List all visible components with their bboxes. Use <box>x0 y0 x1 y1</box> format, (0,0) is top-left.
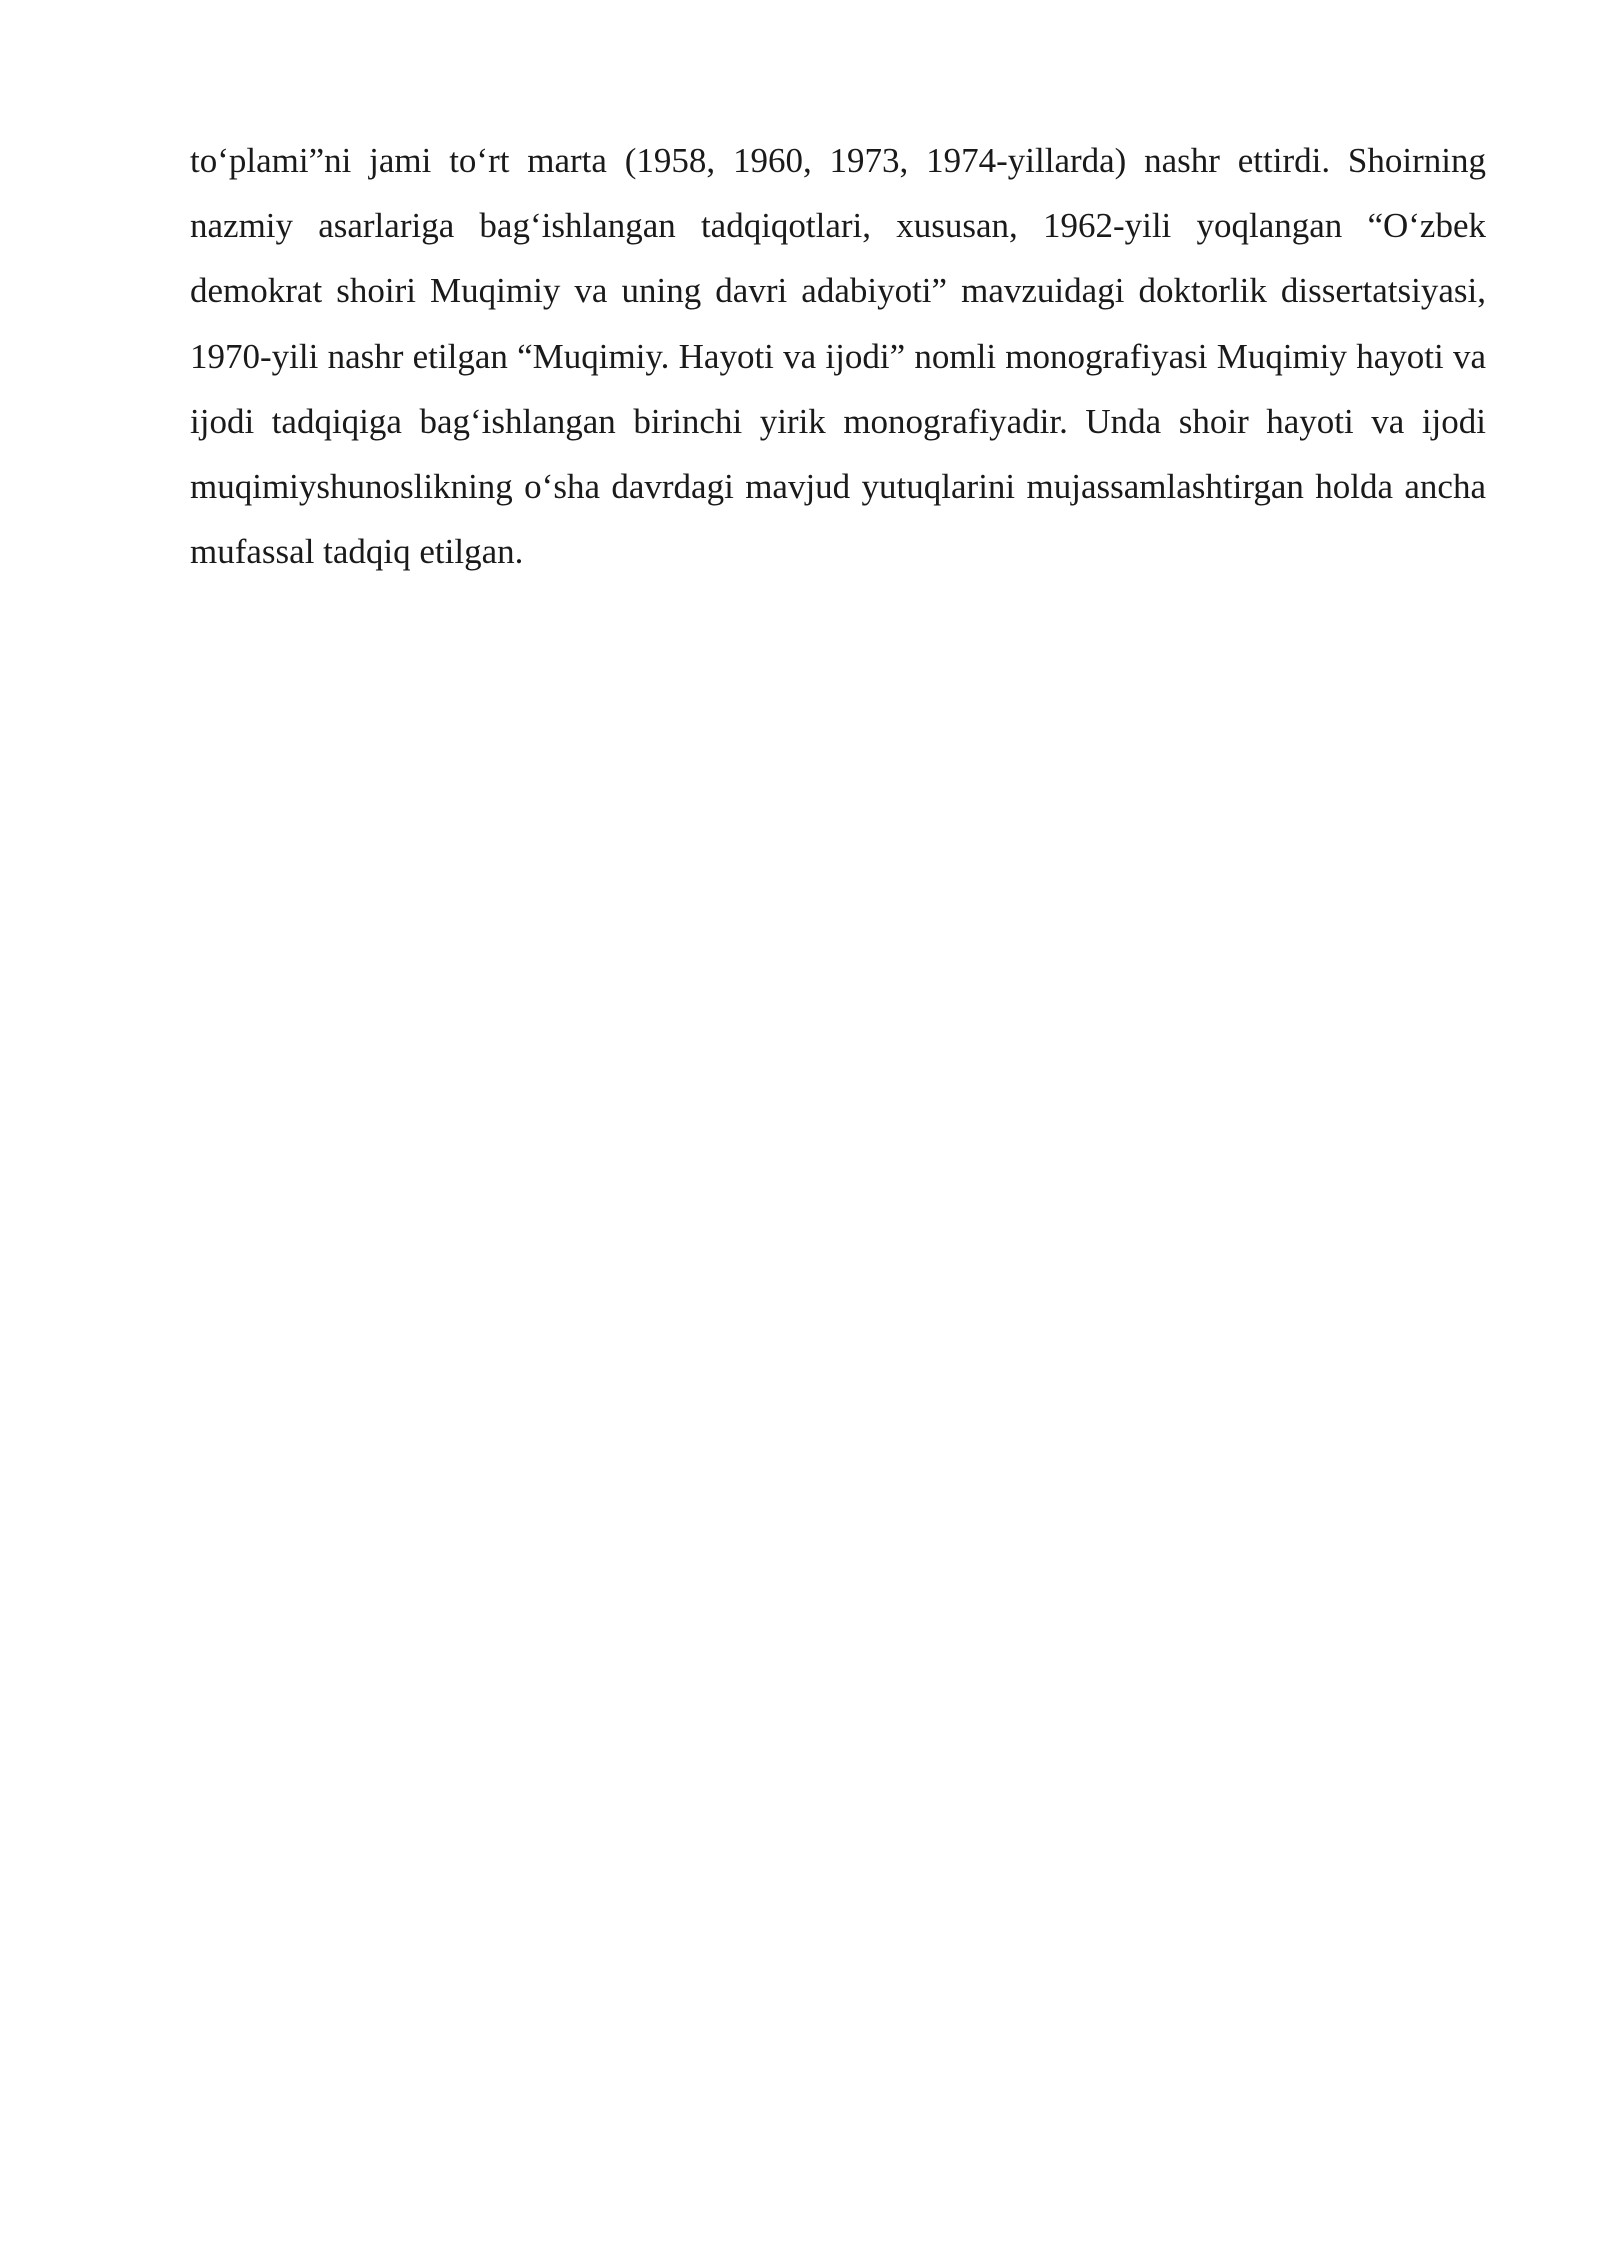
body-paragraph: to‘plami”ni jami to‘rt marta (1958, 1960, 1973, 1974-yillarda) nashr ettirdi. Shoirning nazmiy asarlariga bag‘ishlangan tadqiqotlari, xususan, 1962-yili yoqlangan “O‘zbek demokrat shoiri Muqimiy va uning davri adabiyoti” mavzuidagi doktorlik dissertatsiyasi, 1970-yili nashr etilgan “Muqimiy. Hayoti va ijodi” nomli monografiyasi Muqimiy hayoti va ijodi tadqiqiga bag‘ishlangan birinchi yirik monografiyadir. Unda shoir hayoti va ijodi muqimiyshunoslikning o‘sha davrdagi mavjud yutuqlarini mujassamlashtirgan holda ancha mufassal tadqiq etilgan. <box>190 141 1486 572</box>
